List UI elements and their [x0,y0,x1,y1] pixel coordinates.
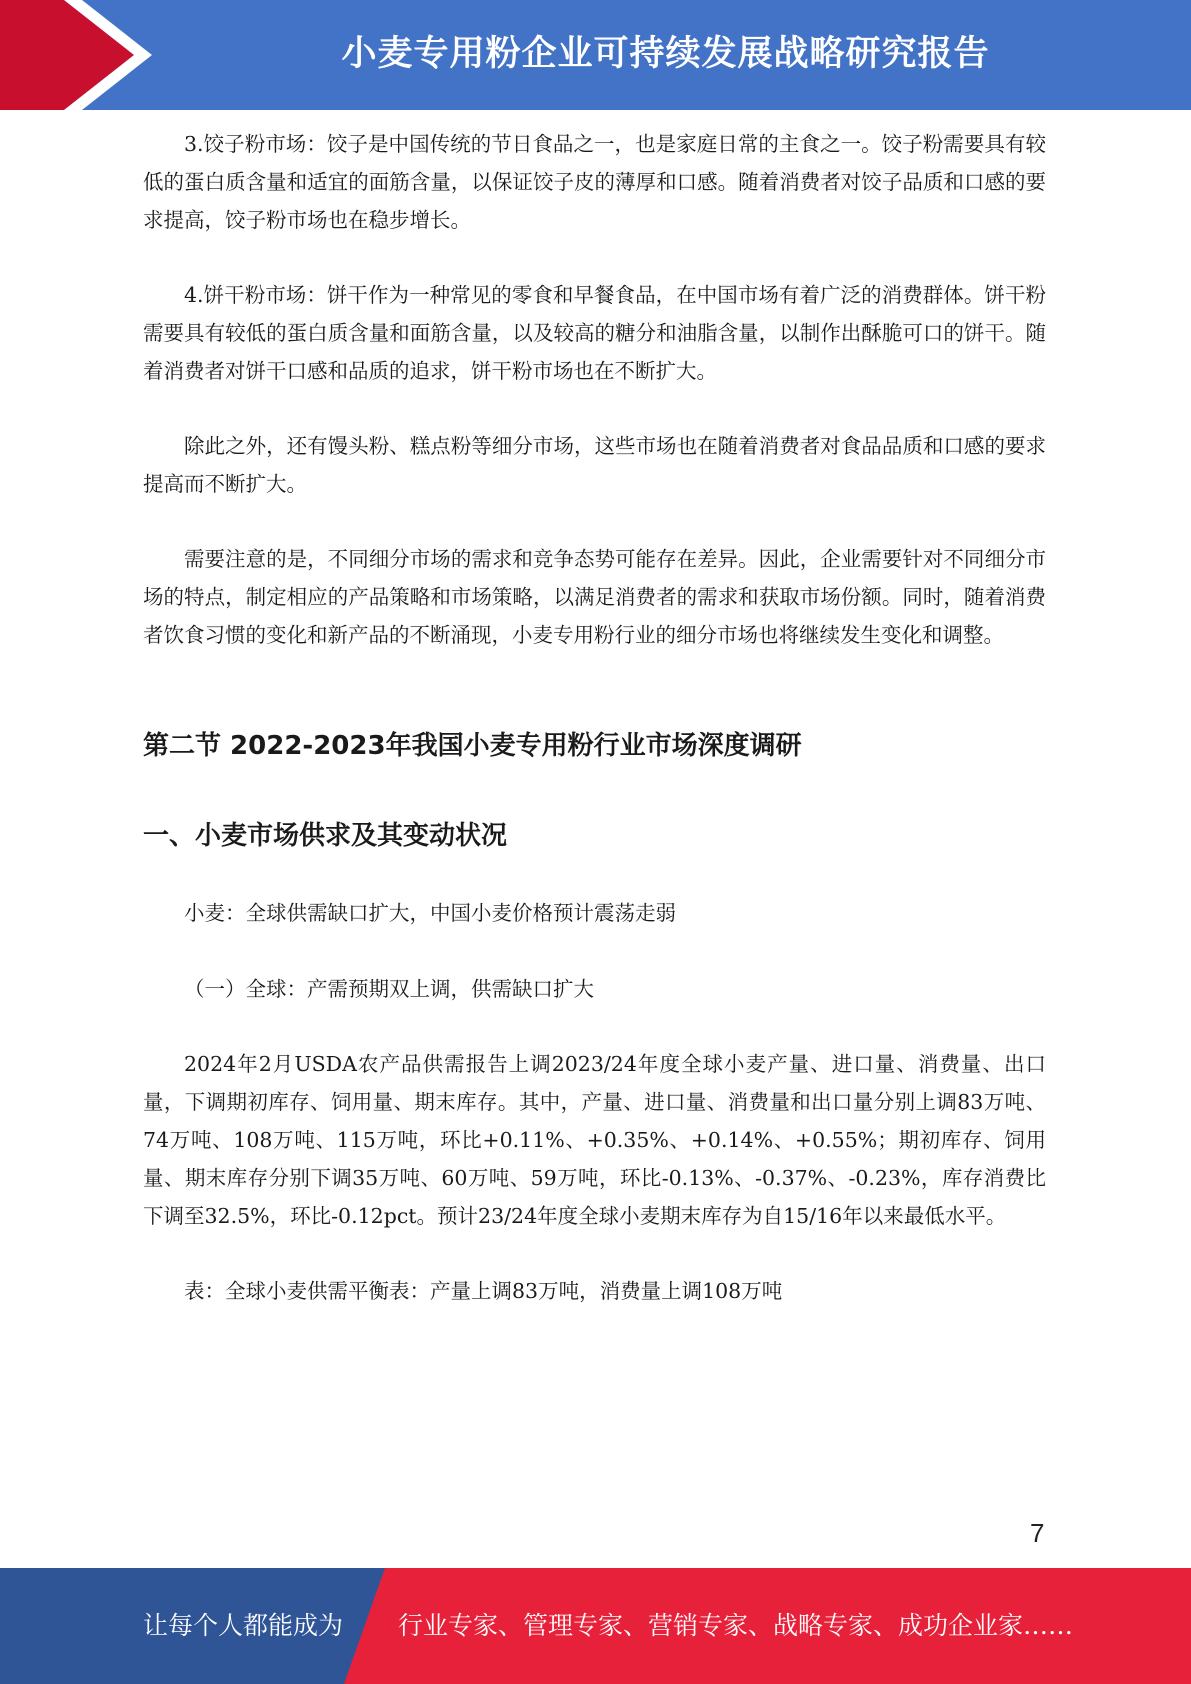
paragraph-usda-report: 2024年2月USDA农产品供需报告上调2023/24年度全球小麦产量、进口量、消费量、出口量，下调期初库存、饲用量、期末库存。其中，产量、进口量、消费量和出口量分别上调83万吨、74万吨、108万吨、115万吨，环比+0.11%、+0.35%、+0.14%、+0.55%；期初库存、饲用量、期末库存分别下调35万吨、60万吨、59万吨，环比-0.13%、-0.37%、-0.23%，库存消费比下调至32.5%，环比-0.12pct。预计23/24年度全球小麦期末库存为自15/16年以来最低水平。 [143,1052,1046,1228]
sub-heading-global: （一）全球：产需预期双上调，供需缺口扩大 [184,977,594,1001]
footer-slogan-left: 让每个人都能成为 [143,1611,344,1640]
page-header [0,0,1191,110]
summary-line: 小麦：全球供需缺口扩大，中国小麦价格预计震荡走弱 [184,901,676,925]
paragraph-segment-notes: 需要注意的是，不同细分市场的需求和竞争态势可能存在差异。因此，企业需要针对不同细分市场的特点，制定相应的产品策略和市场策略，以满足消费者的需求和获取市场份额。同时，随着消费者饮食习惯的变化和新产品的不断涌现，小麦专用粉行业的细分市场也将继续发生变化和调整。 [143,547,1046,647]
page-content [143,125,1046,1310]
subsection-title: 一、小麦市场供求及其变动状况 [143,821,508,851]
page-number: 7 [1030,1518,1045,1548]
report-title: 小麦专用粉企业可持续发展战略研究报告 [341,34,990,74]
paragraph-dumpling-flour: 3.饺子粉市场：饺子是中国传统的节日食品之一，也是家庭日常的主食之一。饺子粉需要具有较低的蛋白质含量和适宜的面筋含量，以保证饺子皮的薄厚和口感。随着消费者对饺子品质和口感的要求提高，饺子粉市场也在稳步增长。 [143,132,1046,232]
section-title: 第二节 2022-2023年我国小麦专用粉行业市场深度调研 [143,731,802,761]
table-caption: 表：全球小麦供需平衡表：产量上调83万吨，消费量上调108万吨 [184,1279,783,1303]
paragraph-biscuit-flour: 4.饼干粉市场：饼干作为一种常见的零食和早餐食品，在中国市场有着广泛的消费群体。饼干粉需要具有较低的蛋白质含量和面筋含量，以及较高的糖分和油脂含量，以制作出酥脆可口的饼干。随着消费者对饼干口感和品质的追求，饼干粉市场也在不断扩大。 [143,283,1046,383]
paragraph-other-segments: 除此之外，还有馒头粉、糕点粉等细分市场，这些市场也在随着消费者对食品品质和口感的要求提高而不断扩大。 [143,434,1046,496]
footer-slogan-right: 行业专家、管理专家、营销专家、战略专家、成功企业家…… [398,1611,1074,1640]
page-footer [0,1568,1191,1684]
